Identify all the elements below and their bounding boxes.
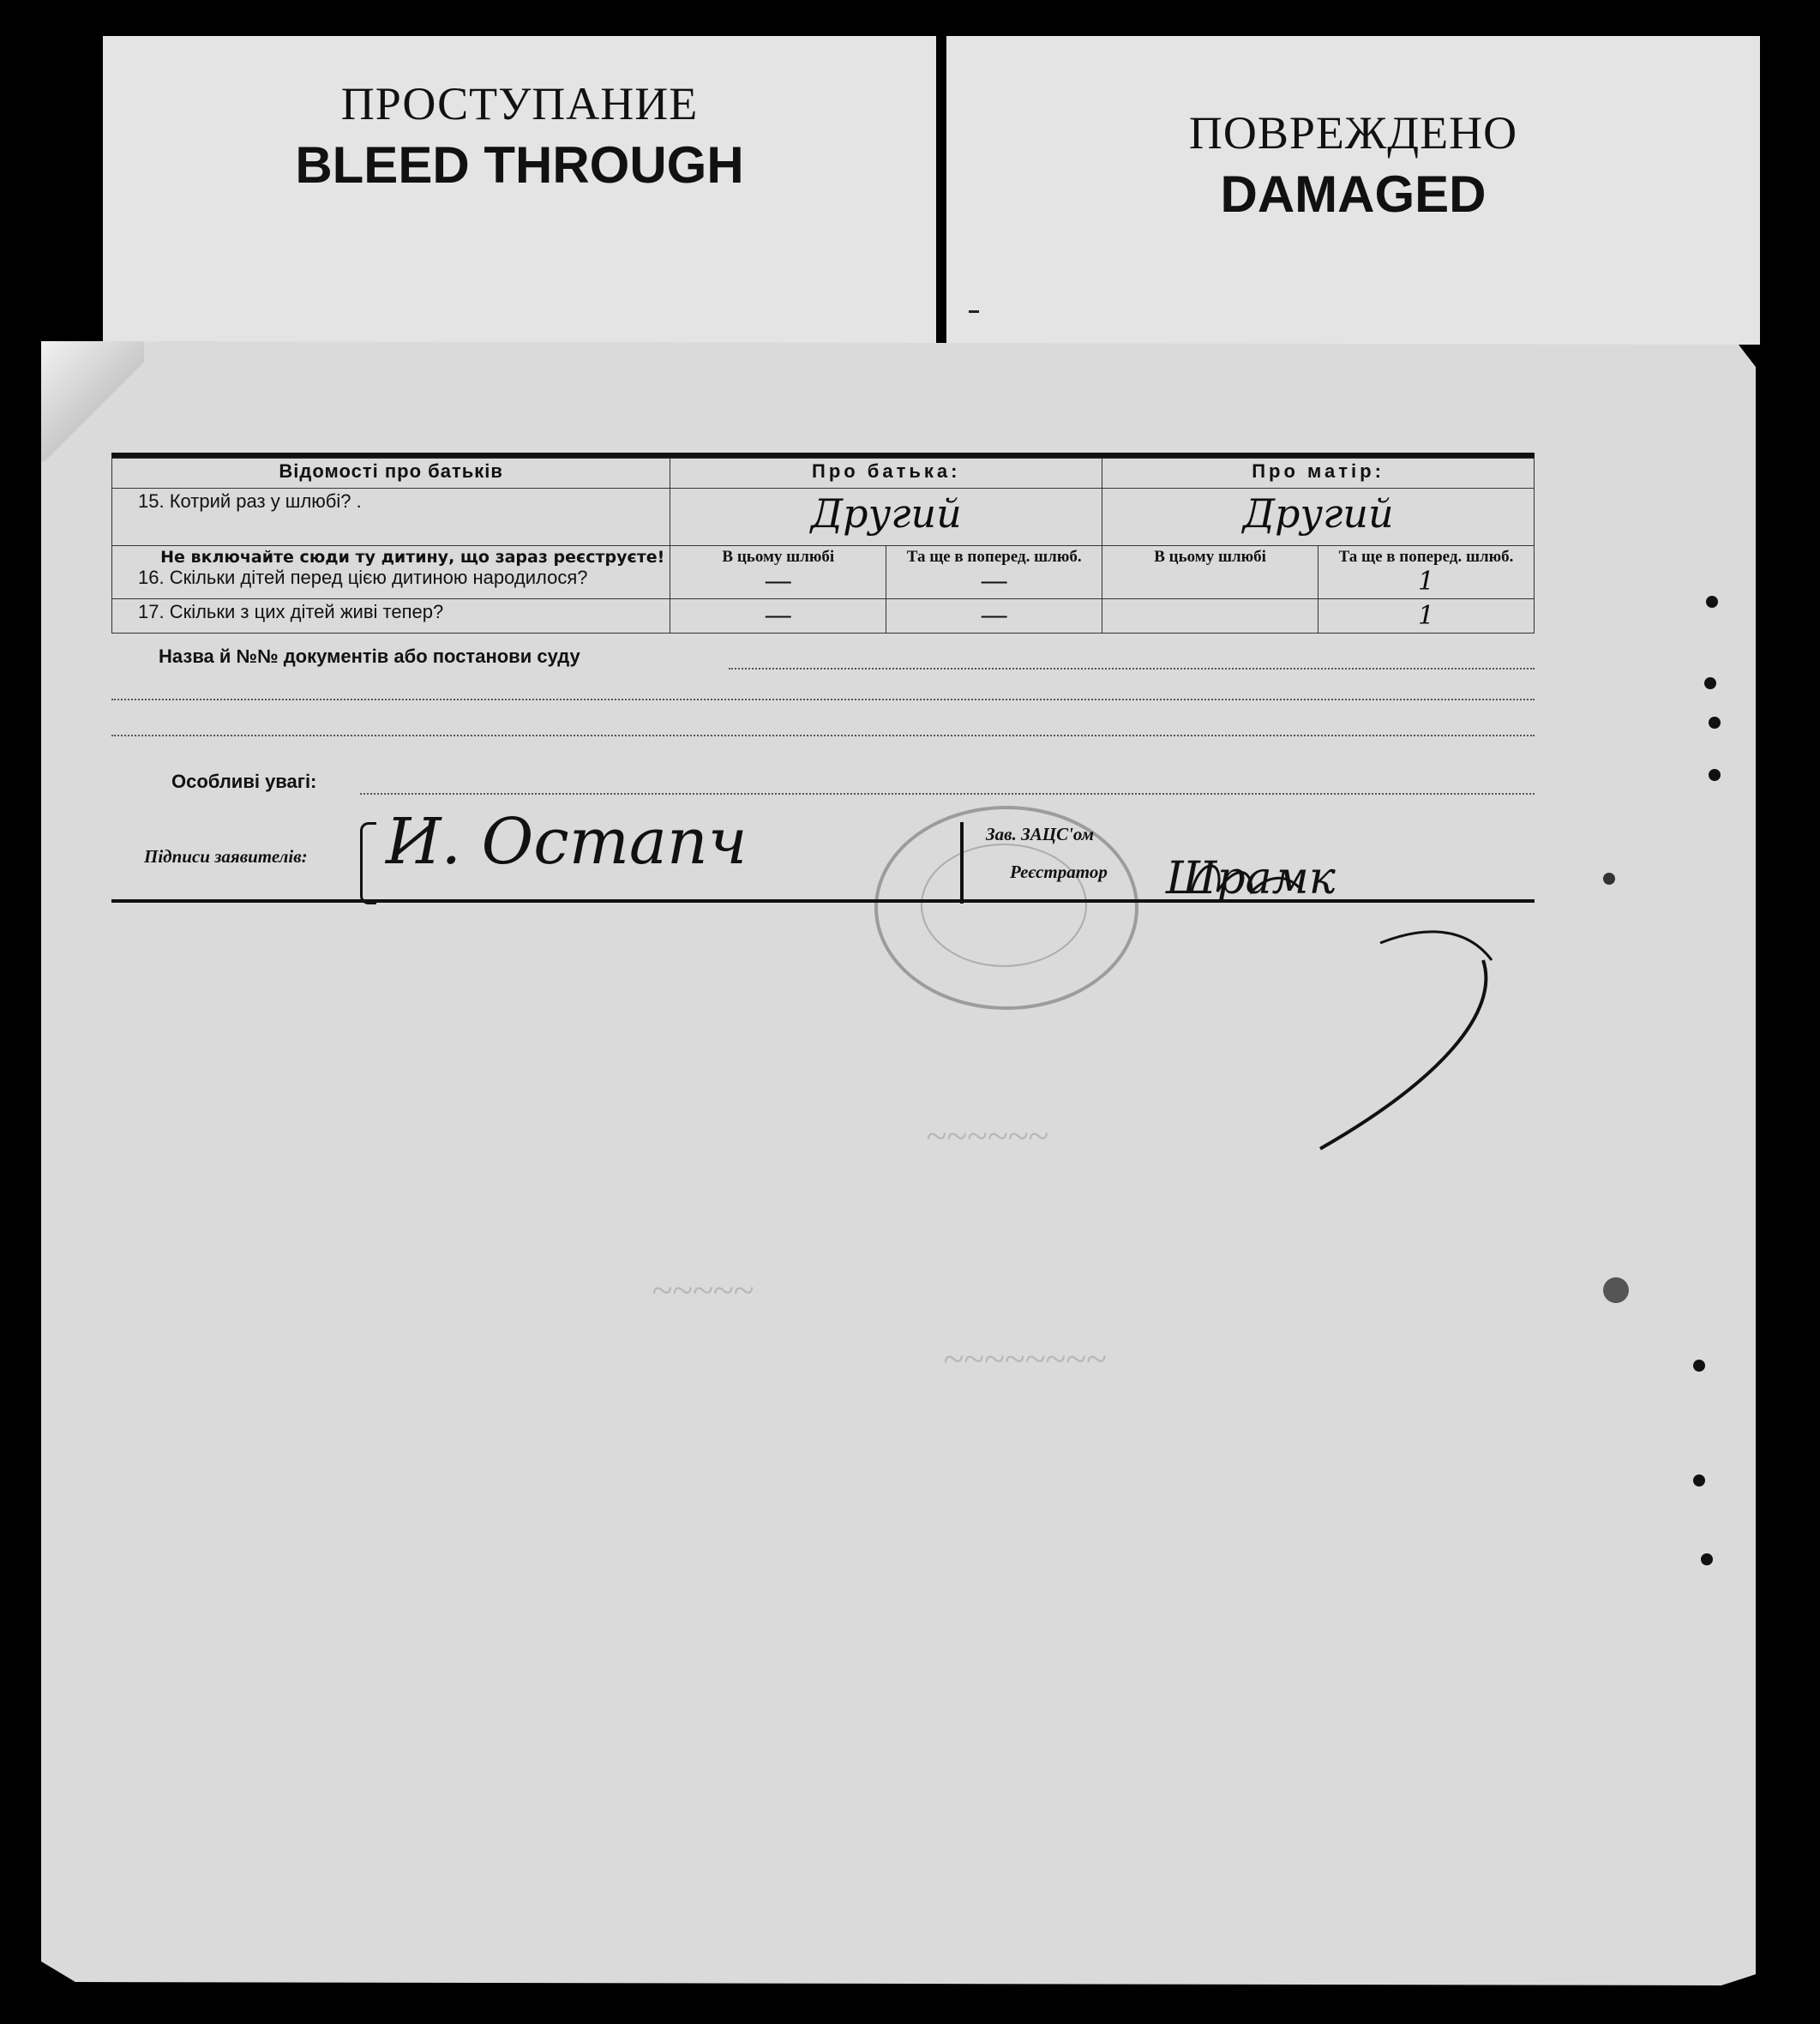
table-row-q15 bbox=[112, 489, 1535, 546]
special-notes-label: Особливі увагі: bbox=[171, 771, 317, 792]
subheader-prev-marriage: Та ще в попеpед. шлюб. bbox=[1338, 548, 1514, 566]
applicants-signature: И. Остапч bbox=[386, 805, 748, 879]
q15-mother-answer: Другий bbox=[1102, 489, 1535, 546]
q16-father-prev-cell bbox=[886, 546, 1102, 599]
subheader-this-marriage: В цьому шлюбі bbox=[722, 548, 835, 566]
applicants-signature-label: Підписи заявителів: bbox=[144, 846, 308, 867]
bleed-through-label-en: BLEED THROUGH bbox=[295, 136, 744, 194]
applicants-brace bbox=[360, 822, 376, 904]
card-mark bbox=[969, 310, 979, 313]
q17-mother-prev: 1 bbox=[1318, 599, 1535, 634]
damage-mark bbox=[1603, 873, 1615, 885]
head-of-registry-label: Зав. ЗАЦС'ом bbox=[986, 824, 1095, 844]
signature-flourish bbox=[1286, 909, 1509, 1166]
q16-mother-prev: 1 bbox=[1417, 567, 1435, 597]
documents-line bbox=[729, 668, 1535, 670]
blank-line bbox=[111, 735, 1535, 736]
punch-hole bbox=[1693, 1474, 1705, 1486]
q15-father-answer: Другий bbox=[670, 489, 1102, 546]
parents-table bbox=[111, 458, 1535, 634]
q17-father-this: — bbox=[670, 599, 886, 634]
q16-father-this-cell bbox=[670, 546, 886, 599]
documents-row bbox=[111, 634, 1535, 685]
q17-mother-this bbox=[1102, 599, 1318, 634]
q16-father-prev: — bbox=[981, 567, 1007, 595]
registrar-signature: Шрамк bbox=[1166, 853, 1336, 904]
signature-divider bbox=[960, 822, 964, 904]
blank-row bbox=[111, 719, 1535, 762]
table-row-q17 bbox=[112, 599, 1535, 634]
parents-info-form bbox=[111, 453, 1535, 903]
q16-father-this: — bbox=[765, 567, 791, 595]
folded-corner bbox=[41, 341, 144, 461]
bleed-through-handwriting: ~~~~~ bbox=[652, 1270, 754, 1312]
damage-mark bbox=[1603, 1277, 1629, 1303]
signatures-row bbox=[111, 805, 1535, 904]
bleed-through-label-card bbox=[103, 36, 936, 345]
head-signature-scribble bbox=[1183, 849, 1303, 917]
q17-father-prev: — bbox=[886, 599, 1102, 634]
q15-label: 15. Котрий раз у шлюбі? . bbox=[112, 489, 670, 546]
punch-hole bbox=[1709, 769, 1721, 781]
punch-hole bbox=[1693, 1360, 1705, 1372]
table-row-q16 bbox=[112, 546, 1535, 599]
table-header-row bbox=[112, 459, 1535, 489]
header-father: Про батька: bbox=[670, 459, 1102, 489]
q16-label: 16. Скільки дітей перед цією дитиною народилося? bbox=[138, 567, 588, 588]
q17-label: 17. Скільки з цих дітей живі тепер? bbox=[112, 599, 670, 634]
children-note: Не включайте сюди ту дитину, що зараз реєструєте! bbox=[160, 548, 665, 567]
special-notes-line bbox=[360, 793, 1535, 795]
header-mother: Про матір: bbox=[1102, 459, 1535, 489]
documents-row-2 bbox=[111, 685, 1535, 719]
bleed-through-label-ru: ПРОСТУПАНИЕ bbox=[340, 78, 699, 129]
punch-hole bbox=[1704, 677, 1716, 689]
special-notes-row bbox=[111, 762, 1535, 805]
subheader-prev-marriage: Та ще в попеpед. шлюб. bbox=[906, 548, 1082, 566]
q16-mother-this-cell bbox=[1102, 546, 1318, 599]
punch-hole bbox=[1701, 1553, 1713, 1565]
documents-line-2 bbox=[111, 699, 1535, 700]
bleed-through-handwriting: ~~~~~~ bbox=[926, 1115, 1048, 1157]
damaged-label-en: DAMAGED bbox=[1220, 165, 1487, 223]
header-parents-info: Відомості про батьків bbox=[112, 459, 670, 489]
damaged-label-ru: ПОВРЕЖДЕНО bbox=[1188, 107, 1518, 159]
q16-cell bbox=[112, 546, 670, 599]
documents-label: Назва й №№ документів або постанови суду bbox=[159, 646, 580, 667]
registrar-label: Реєстратор bbox=[1010, 862, 1108, 882]
bleed-through-handwriting: ~~~~~~~~ bbox=[943, 1338, 1107, 1380]
punch-hole bbox=[1706, 596, 1718, 608]
q16-mother-prev-cell bbox=[1318, 546, 1535, 599]
punch-hole bbox=[1709, 717, 1721, 729]
damaged-label-card bbox=[946, 36, 1760, 345]
subheader-this-marriage: В цьому шлюбі bbox=[1154, 548, 1266, 566]
